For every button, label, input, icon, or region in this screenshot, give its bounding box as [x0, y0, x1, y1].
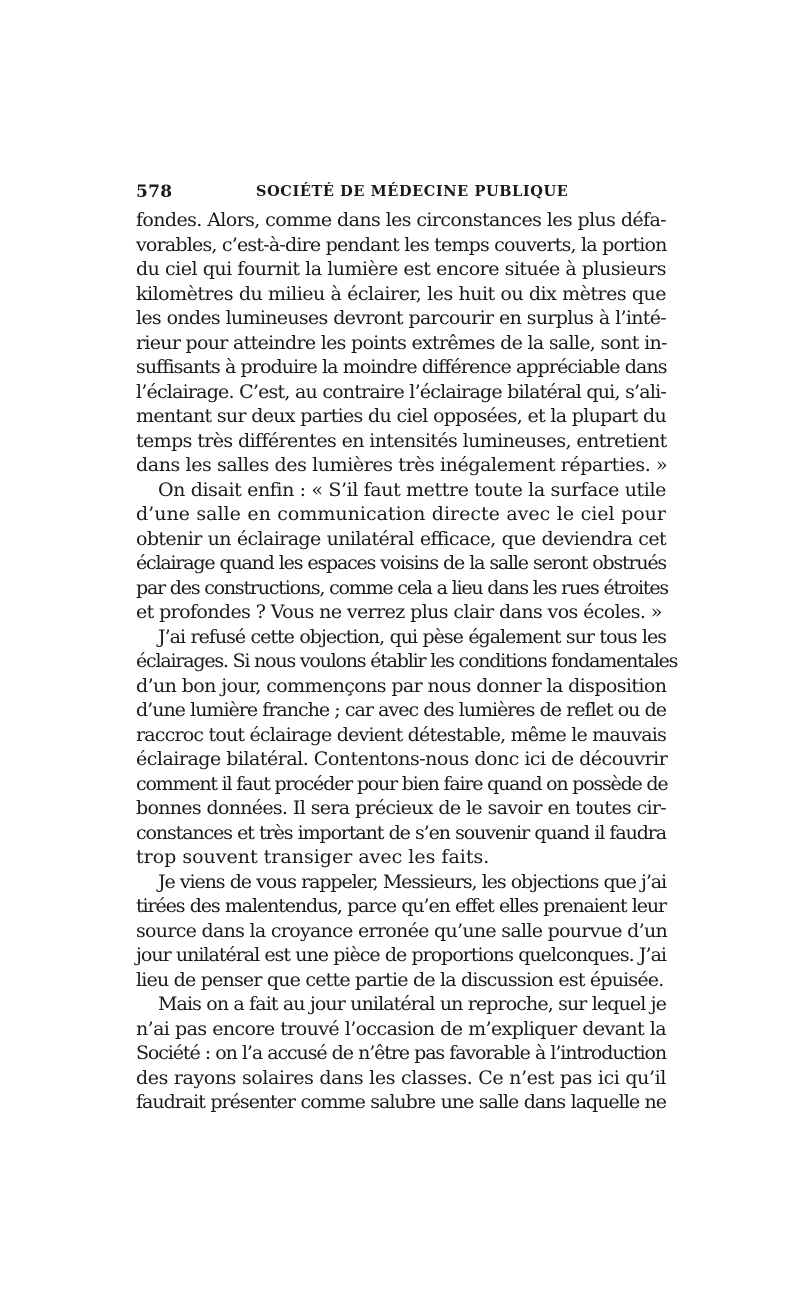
text-line: et profondes ? Vous ne verrez plus clair dans vos écoles. » — [136, 601, 662, 623]
text-line: du ciel qui fournit la lumière est encore située à plusieurs — [136, 258, 666, 280]
text-line: dans les salles des lumières très inégalement réparties. » — [136, 454, 668, 476]
text-line: lieu de penser que cette partie de la discussion est épuisée. — [136, 968, 664, 991]
text-line: éclairage bilatéral. Contentons-nous donc ici de découvrir — [136, 748, 668, 770]
text-line: d’un bon jour, commençons par nous donner la disposition — [136, 674, 667, 697]
text-line: constances et très important de s’en souvenir quand il faudra — [136, 821, 666, 844]
text-line: rieur pour atteindre les points extrêmes de la salle, sont in- — [136, 331, 667, 354]
body-text — [136, 208, 678, 1115]
text-line: par des constructions, comme cela a lieu dans les rues étroites — [136, 576, 668, 599]
text-line: d’une lumière franche ; car avec des lumières de reflet ou de — [136, 699, 666, 721]
page-number: 578 — [136, 182, 173, 202]
text-line: trop souvent transiger avec les faits. — [136, 846, 490, 868]
text-line: n’ai pas encore trouvé l’occasion de m’expliquer devant la — [136, 1017, 666, 1040]
text-line: éclairage quand les espaces voisins de la salle seront obstrués — [136, 552, 666, 574]
text-line: Société : on l’a accusé de n’être pas favorable à l’introduction — [136, 1042, 666, 1064]
text-line: kilomètres du milieu à éclairer, les huit ou dix mètres que — [136, 282, 666, 305]
text-line: Je viens de vous rappeler, Messieurs, les objections que j’ai — [158, 870, 666, 893]
text-line: raccroc tout éclairage devient détestable, même le mauvais — [136, 723, 667, 746]
text-line: faudrait présenter comme salubre une salle dans laquelle ne — [136, 1091, 666, 1113]
text-line: mentant sur deux parties du ciel opposées, et la plupart du — [136, 405, 666, 427]
text-line: J’ai refusé cette objection, qui pèse également sur tous les — [158, 625, 666, 648]
text-line: tirées des malentendus, parce qu’en effet elles prenaient leur — [136, 895, 666, 917]
text-line: bonnes données. Il sera précieux de le savoir en toutes cir- — [136, 797, 666, 819]
text-line: comment il faut procéder pour bien faire quand on possède de — [136, 772, 668, 795]
text-line: l’éclairage. C’est, au contraire l’éclairage bilatéral qui, s’ali- — [136, 380, 666, 403]
text-line: On disait enfin : « S’il faut mettre toute la surface utile — [158, 478, 666, 501]
text-line: éclairages. Si nous voulons établir les conditions fondamentales — [136, 650, 678, 672]
text-line: d’une salle en communication directe avec le ciel pour — [136, 503, 666, 525]
text-line: Mais on a fait au jour unilatéral un reproche, sur lequel je — [158, 993, 666, 1015]
text-line: les ondes lumineuses devront parcourir en surplus à l’inté- — [136, 307, 666, 329]
running-head: SOCIÉTÉ DE MÉDECINE PUBLIQUE — [256, 183, 569, 200]
text-line: jour unilatéral est une pièce de proportions quelconques. J’ai — [136, 944, 666, 966]
text-line: source dans la croyance erronée qu’une salle pourvue d’un — [136, 919, 668, 942]
text-line: temps très différentes en intensités lumineuses, entretient — [136, 429, 667, 452]
text-line: suffisants à produire la moindre différence appréciable dans — [136, 356, 667, 378]
text-line: obtenir un éclairage unilatéral efficace, que deviendra cet — [136, 527, 666, 550]
text-line: des rayons solaires dans les classes. Ce n’est pas ici qu’il — [136, 1066, 666, 1089]
text-line: vorables, c’est-à-dire pendant les temps couverts, la portion — [136, 233, 667, 256]
page-header — [136, 180, 666, 204]
text-line: fondes. Alors, comme dans les circonstances les plus défa- — [136, 209, 666, 231]
